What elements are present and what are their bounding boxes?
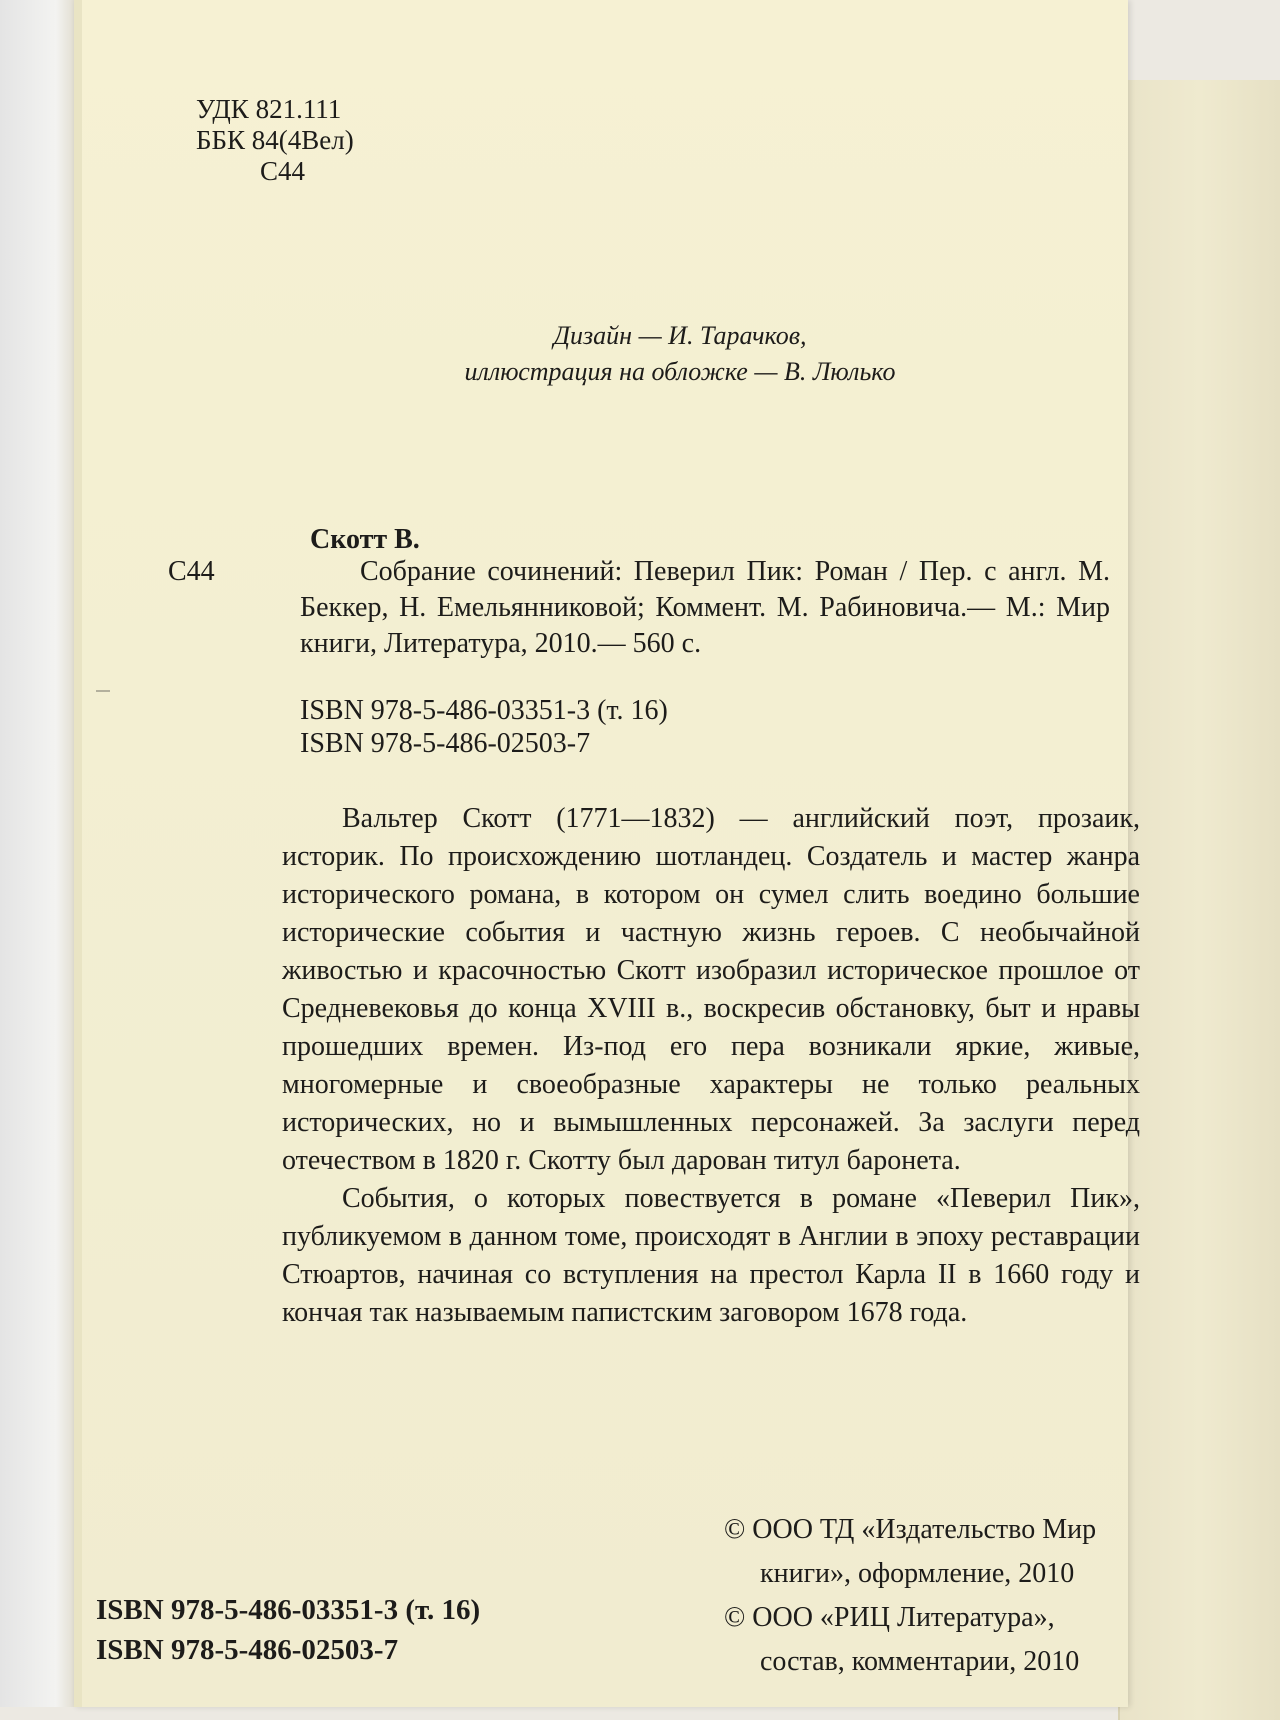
illustration-credit: иллюстрация на обложке — В. Люлько	[464, 357, 896, 386]
annotation-paragraph-1: Вальтер Скотт (1771—1832) — английский поэт, прозаик, историк. По происхождению шотландец. Создатель и мастер жанра исторического романа, в котором он сумел слить воедино большие исторические события и частную жизнь героев. С необычайной живостью и красочностью Скотт изобразил историческое прошлое от Средневековья до конца XVIII в., воскресив обстановку, быт и нравы прошедших времен. Из-под его пера возникали яркие, живые, многомерные и своеобразные характеры не только реальных исторических, но и вымышленных персонажей. За заслуги перед отечеством в 1820 г. Скотту был дарован титул баронета.	[282, 803, 1140, 1176]
design-credit: Дизайн — И. Тарачков,	[553, 321, 807, 350]
isbn-block	[300, 694, 668, 760]
copyright-line: © ООО ТД «Издательство Мир	[724, 1514, 1097, 1545]
copyright-entry-literature	[724, 1596, 1096, 1684]
left-page-edge	[0, 0, 80, 1707]
copyright-line: книги», оформление, 2010	[760, 1558, 1075, 1589]
author-sign: С44	[260, 156, 306, 186]
bibliographic-author: Скотт В.	[310, 524, 420, 555]
facing-page-edge	[1118, 80, 1280, 1720]
copyright-line: состав, комментарии, 2010	[760, 1646, 1080, 1677]
udk-code: УДК 821.111	[196, 94, 342, 124]
copyright-block	[724, 1508, 1096, 1684]
footer-isbn-set: ISBN 978-5-486-02503-7	[96, 1634, 399, 1666]
footer-isbn-volume: ISBN 978-5-486-03351-3 (т. 16)	[96, 1594, 481, 1626]
classification-block	[196, 94, 354, 187]
pencil-mark	[96, 690, 110, 702]
credits-block	[340, 318, 1020, 390]
copyright-line: © ООО «РИЦ Литература»,	[724, 1602, 1055, 1633]
footer-isbn-block	[96, 1590, 480, 1670]
isbn-volume: ISBN 978-5-486-03351-3 (т. 16)	[300, 695, 668, 726]
annotation	[282, 800, 1140, 1332]
annotation-paragraph-2: События, о которых повествуется в романе «Певерил Пик», публикуемом в данном томе, происходят в Англии в эпоху реставрации Стюартов, начиная со вступления на престол Карла II в 1660 году и кончая так называемым папистским заговором 1678 года.	[282, 1183, 1140, 1328]
copyright-entry-publisher	[724, 1508, 1096, 1596]
bibliographic-description: Собрание сочинений: Певерил Пик: Роман / Пер. с англ. М. Беккер, Н. Емельянниковой; Коммент. М. Рабиновича.— М.: Мир книги, Литература, 2010.— 560 с.	[300, 556, 1110, 659]
isbn-set: ISBN 978-5-486-02503-7	[300, 728, 591, 759]
bbk-code: ББК 84(4Вел)	[196, 125, 354, 155]
bibliographic-code: С44	[168, 556, 215, 587]
show-through-text	[422, 90, 1062, 350]
